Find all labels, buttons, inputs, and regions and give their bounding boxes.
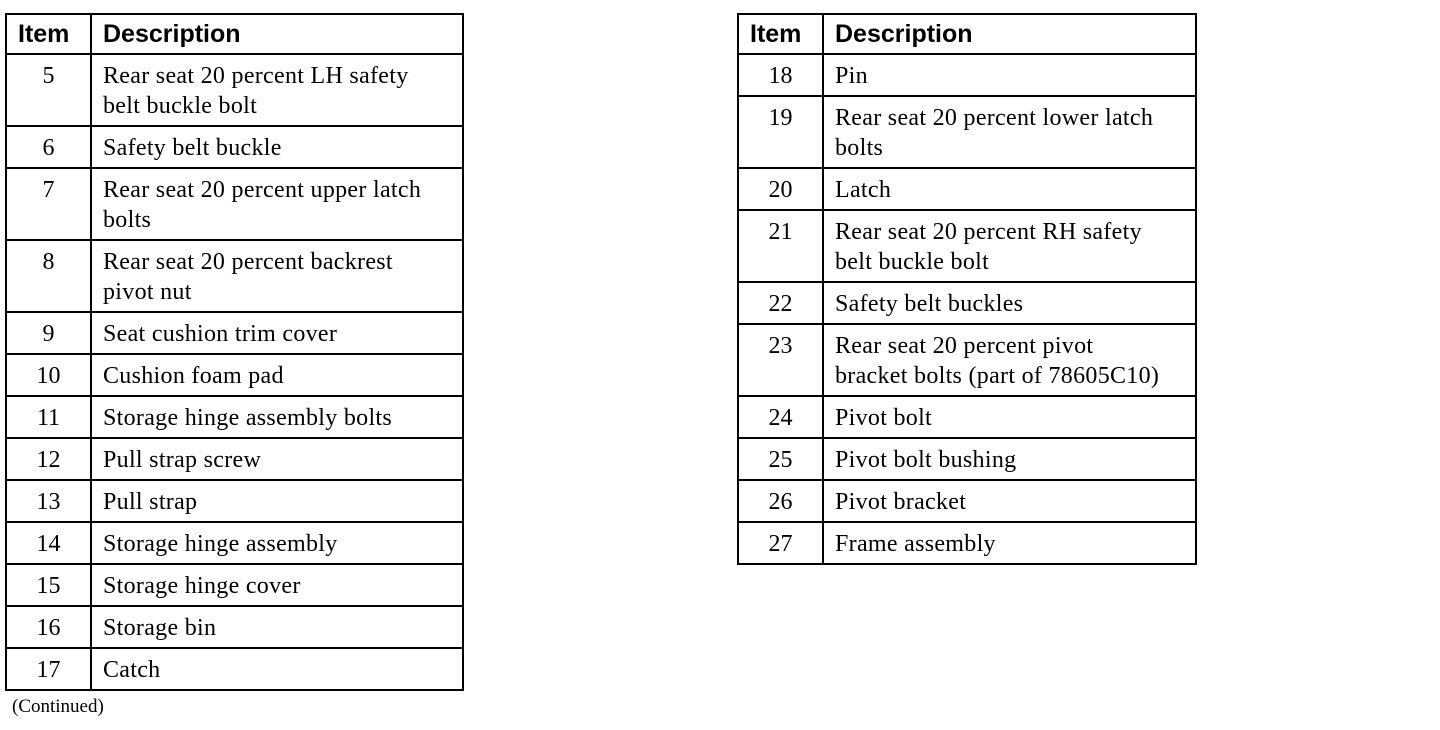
- description-text: Cushion foam pad: [103, 363, 284, 389]
- description-cell: [823, 96, 1196, 168]
- description-text: Pivot bolt bushing: [835, 447, 1017, 473]
- table-row: [6, 354, 463, 396]
- description-text: Storage bin: [103, 615, 217, 641]
- description-cell: [91, 648, 463, 690]
- item-number-cell: 15: [6, 564, 91, 606]
- description-cell: [823, 168, 1196, 210]
- table-row: [738, 324, 1196, 396]
- item-number-cell: 8: [6, 240, 91, 312]
- item-number-cell: 25: [738, 438, 823, 480]
- description-cell: [823, 480, 1196, 522]
- description-text: Safety belt buckle: [103, 135, 282, 161]
- description-text: Catch: [103, 657, 161, 683]
- description-cell: [91, 438, 463, 480]
- description-text: Rear seat 20 percent backrest pivot nut: [103, 249, 393, 305]
- description-text: Pivot bolt: [835, 405, 933, 431]
- item-column-header: Item: [738, 14, 823, 54]
- table-row: [738, 210, 1196, 282]
- item-number-cell: 16: [6, 606, 91, 648]
- table-row: [738, 480, 1196, 522]
- description-column-header: Description: [823, 14, 1196, 54]
- description-text: Rear seat 20 percent lower latch bolts: [835, 105, 1154, 161]
- table-body-left: [6, 54, 463, 690]
- item-number-cell: 17: [6, 648, 91, 690]
- description-text: Rear seat 20 percent RH safety belt buckle bolt: [835, 219, 1142, 275]
- description-text: Safety belt buckles: [835, 291, 1024, 317]
- table-row: [6, 480, 463, 522]
- item-number-cell: 6: [6, 126, 91, 168]
- table-row: [738, 168, 1196, 210]
- description-cell: [91, 480, 463, 522]
- description-cell: [91, 522, 463, 564]
- description-text: Pivot bracket: [835, 489, 967, 515]
- description-cell: [823, 396, 1196, 438]
- table-row: [6, 396, 463, 438]
- table-header-row: [738, 14, 1196, 54]
- table-row: [738, 438, 1196, 480]
- description-cell: [91, 54, 463, 126]
- table-row: [6, 312, 463, 354]
- table-row: [738, 282, 1196, 324]
- parts-table-left: [5, 13, 464, 691]
- description-cell: [823, 324, 1196, 396]
- table-row: [738, 96, 1196, 168]
- description-cell: [823, 522, 1196, 564]
- description-cell: [823, 54, 1196, 96]
- description-cell: [91, 564, 463, 606]
- item-column-header: Item: [6, 14, 91, 54]
- description-text: Latch: [835, 177, 892, 203]
- continued-note: (Continued): [12, 696, 104, 717]
- table-header-row: [6, 14, 463, 54]
- description-text: Rear seat 20 percent LH safety belt buckle bolt: [103, 63, 409, 119]
- item-number-cell: 12: [6, 438, 91, 480]
- description-cell: [91, 354, 463, 396]
- description-cell: [91, 396, 463, 438]
- table-row: [6, 438, 463, 480]
- description-text: Pull strap: [103, 489, 198, 515]
- table-row: [738, 396, 1196, 438]
- parts-table-right: [737, 13, 1197, 565]
- item-number-cell: 13: [6, 480, 91, 522]
- item-number-cell: 21: [738, 210, 823, 282]
- item-number-cell: 24: [738, 396, 823, 438]
- item-number-cell: 11: [6, 396, 91, 438]
- item-number-cell: 22: [738, 282, 823, 324]
- table-row: [6, 564, 463, 606]
- table-row: [6, 522, 463, 564]
- description-cell: [91, 606, 463, 648]
- item-number-cell: 27: [738, 522, 823, 564]
- description-text: Pull strap screw: [103, 447, 262, 473]
- item-number-cell: 9: [6, 312, 91, 354]
- table-body-right: [738, 54, 1196, 564]
- description-text: Storage hinge assembly: [103, 531, 338, 557]
- description-cell: [823, 282, 1196, 324]
- description-text: Seat cushion trim cover: [103, 321, 338, 347]
- item-number-cell: 19: [738, 96, 823, 168]
- description-text: Rear seat 20 percent pivot bracket bolts (part of 78605C10): [835, 333, 1160, 389]
- table-row: [6, 240, 463, 312]
- description-cell: [91, 126, 463, 168]
- table-row: [6, 168, 463, 240]
- item-number-cell: 26: [738, 480, 823, 522]
- description-cell: [823, 438, 1196, 480]
- table-row: [738, 54, 1196, 96]
- item-number-cell: 14: [6, 522, 91, 564]
- item-number-cell: 20: [738, 168, 823, 210]
- table-row: [6, 54, 463, 126]
- item-number-cell: 5: [6, 54, 91, 126]
- item-number-cell: 23: [738, 324, 823, 396]
- table-row: [6, 606, 463, 648]
- description-text: Pin: [835, 63, 868, 89]
- description-text: Rear seat 20 percent upper latch bolts: [103, 177, 422, 233]
- item-number-cell: 7: [6, 168, 91, 240]
- description-cell: [91, 312, 463, 354]
- item-number-cell: 18: [738, 54, 823, 96]
- description-text: Storage hinge cover: [103, 573, 301, 599]
- description-column-header: Description: [91, 14, 463, 54]
- table-row: [738, 522, 1196, 564]
- description-text: Storage hinge assembly bolts: [103, 405, 393, 431]
- description-text: Frame assembly: [835, 531, 996, 557]
- table-row: [6, 126, 463, 168]
- item-number-cell: 10: [6, 354, 91, 396]
- description-cell: [823, 210, 1196, 282]
- table-row: [6, 648, 463, 690]
- description-cell: [91, 240, 463, 312]
- description-cell: [91, 168, 463, 240]
